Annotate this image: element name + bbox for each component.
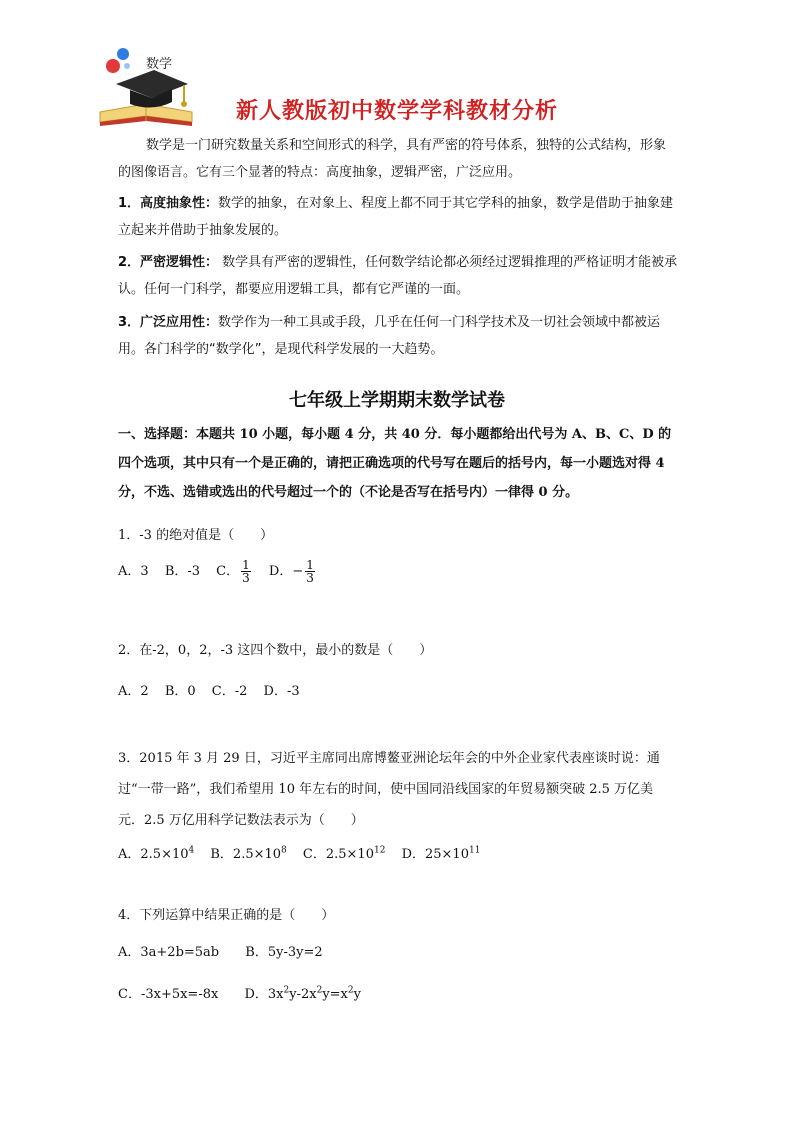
option-c: C．-2 (211, 684, 248, 699)
feature-text: 数学作为一种工具或手段，几乎在任何一门科学技术及一切社会领域中都被运用。各门科学的“数学化”，是现代科学发展的一大趋势。 (118, 315, 661, 357)
exponent: 12 (373, 845, 386, 856)
option-d-part: y-2x (289, 987, 317, 1002)
option-d-part: y (353, 987, 361, 1002)
option-a (118, 847, 194, 862)
option-d (402, 847, 481, 862)
option-base: A．2.5×10 (118, 847, 189, 862)
option-base: D．25×10 (401, 847, 469, 862)
exponent: 2 (316, 985, 323, 996)
option-c (216, 558, 253, 585)
exponent: 2 (283, 985, 290, 996)
option-c-prefix: C． (216, 564, 240, 579)
exponent: 8 (281, 845, 287, 856)
option-d: D．-3 (263, 684, 300, 699)
fraction-denominator: 3 (306, 571, 314, 585)
option-b: B．5y-3y=2 (245, 945, 323, 960)
feature-text: 数学具有严密的逻辑性，任何数学结论都必须经过逻辑推理的严格证明才能被承认。任何一门科学，都要应用逻辑工具，都有它严谨的一面。 (118, 255, 678, 297)
option-d (244, 987, 361, 1002)
option-b: B．-3 (164, 564, 201, 579)
section-instructions: 一、选择题：本题共 10 小题，每小题 4 分，共 40 分．每小题都给出代号为 A、B、C、D 的四个选项，其中只有一个是正确的，请把正确选项的代号写在题后的括号内，每一小题选对得 4 分，不选、选错或选出的代号超过一个的（不论是否写在括号内）一律得 0 分。 (118, 427, 672, 500)
fraction (241, 559, 251, 584)
question-4-options-row1 (118, 941, 323, 960)
question-3-stem: 3．2015 年 3 月 29 日，习近平主席同出席博鳌亚洲论坛年会的中外企业家代表座谈时说：通过“一带一路”，我们希望用 10 年左右的时间，使中国同沿线国家的年贸易额突破 2.5 万亿美元．2.5 万亿用科学记数法表示为（ ） (118, 751, 660, 828)
fraction (305, 559, 315, 584)
minus-sign: − (292, 564, 304, 579)
question-4-options-row2 (118, 983, 361, 1002)
option-base: B．2.5×10 (210, 847, 282, 862)
fraction-denominator: 3 (242, 571, 250, 585)
feature-label: 1．高度抽象性： (118, 196, 219, 211)
fraction-numerator: 1 (242, 558, 250, 572)
feature-application (118, 309, 678, 363)
option-b (210, 847, 286, 862)
option-d (268, 558, 317, 585)
question-2-stem: 2．在-2，0，2，-3 这四个数中，最小的数是（ ） (118, 643, 433, 658)
option-a: A．2 (118, 684, 149, 699)
exponent: 2 (347, 985, 354, 996)
question-2-options (118, 680, 300, 699)
fraction-numerator: 1 (306, 558, 314, 572)
banner-title: 新人教版初中数学学科教材分析 (235, 99, 558, 124)
question-1-options (118, 559, 317, 584)
feature-abstraction (118, 190, 678, 244)
exam-title: 七年级上学期期末数学试卷 (289, 390, 505, 411)
option-a: A．3 (118, 564, 149, 579)
question-1-stem: 1．-3 的绝对值是（ ） (118, 528, 274, 543)
feature-label: 2．严密逻辑性： (118, 255, 219, 270)
feature-logic (118, 249, 678, 303)
option-d-prefix: D． (268, 564, 293, 579)
option-c (303, 847, 386, 862)
question-4-stem: 4．下列运算中结果正确的是（ ） (118, 908, 335, 923)
option-a: A．3a+2b=5ab (118, 945, 220, 960)
question-3-options (118, 843, 480, 862)
option-d-part: y=x (322, 987, 348, 1002)
exponent: 4 (188, 845, 195, 856)
exponent: 11 (468, 845, 481, 856)
option-base: C．2.5×10 (302, 847, 374, 862)
feature-text: 数学的抽象，在对象上、程度上都不同于其它学科的抽象，数学是借助于抽象建立起来并借助于抽象发展的。 (118, 196, 674, 238)
intro-paragraph: 数学是一门研究数量关系和空间形式的科学，具有严密的符号体系，独特的公式结构，形象的图像语言。它有三个显著的特点：高度抽象，逻辑严密，广泛应用。 (118, 138, 667, 180)
logo-label: 数学 (146, 57, 173, 72)
option-d-part: D．3x (244, 987, 284, 1002)
option-c: C．-3x+5x=-8x (118, 987, 219, 1002)
option-b: B．0 (164, 684, 196, 699)
feature-label: 3．广泛应用性： (118, 315, 219, 330)
